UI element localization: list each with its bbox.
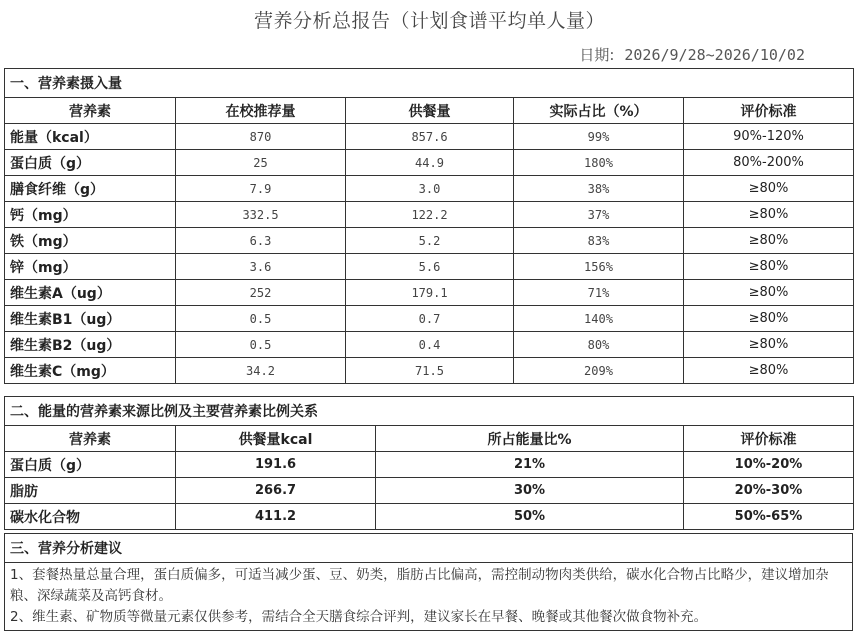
table-cell: ≥80% — [684, 358, 854, 384]
table-cell: 209% — [514, 358, 684, 384]
table-cell: 411.2 — [176, 504, 376, 530]
table-cell: ≥80% — [684, 306, 854, 332]
column-header: 评价标准 — [684, 426, 854, 452]
column-header: 营养素 — [5, 98, 176, 124]
table-row — [5, 332, 854, 358]
table-cell: 6.3 — [176, 228, 346, 254]
table-cell: 80%-200% — [684, 150, 854, 176]
nutrient-name: 维生素C（mg） — [5, 358, 176, 384]
table-cell: 857.6 — [346, 124, 514, 150]
table-row — [5, 150, 854, 176]
column-header: 在校推荐量 — [176, 98, 346, 124]
table-cell: 10%-20% — [684, 452, 854, 478]
section2-heading: 二、能量的营养素来源比例及主要营养素比例关系 — [5, 397, 854, 426]
table-row — [5, 280, 854, 306]
table-cell: 83% — [514, 228, 684, 254]
table-cell: ≥80% — [684, 254, 854, 280]
nutrient-name: 维生素A（ug） — [5, 280, 176, 306]
column-header: 供餐量 — [346, 98, 514, 124]
table-row — [5, 452, 854, 478]
table-cell: ≥80% — [684, 228, 854, 254]
column-header: 供餐量kcal — [176, 426, 376, 452]
table-cell: 71% — [514, 280, 684, 306]
table-cell: 180% — [514, 150, 684, 176]
nutrient-name: 蛋白质（g） — [5, 452, 176, 478]
table-cell: 3.0 — [346, 176, 514, 202]
nutrient-name: 钙（mg） — [5, 202, 176, 228]
table-cell: ≥80% — [684, 280, 854, 306]
nutrient-name: 膳食纤维（g） — [5, 176, 176, 202]
nutrient-name: 锌（mg） — [5, 254, 176, 280]
nutrient-name: 铁（mg） — [5, 228, 176, 254]
table-cell: 20%-30% — [684, 478, 854, 504]
table-cell: 21% — [376, 452, 684, 478]
table-cell: 5.2 — [346, 228, 514, 254]
column-header: 实际占比（%） — [514, 98, 684, 124]
table-cell: 0.5 — [176, 306, 346, 332]
date-value: 2026/9/28~2026/10/02 — [624, 46, 805, 64]
table-cell: ≥80% — [684, 202, 854, 228]
nutrient-name: 能量（kcal） — [5, 124, 176, 150]
table-cell: ≥80% — [684, 176, 854, 202]
section1-header-row — [5, 98, 854, 124]
advice-item: 2、维生素、矿物质等微量元素仅供参考，需结合全天膳食综合评判，建议家长在早餐、晚餐或其他餐次做食物补充。 — [10, 609, 708, 625]
nutrient-name: 蛋白质（g） — [5, 150, 176, 176]
table-cell: 179.1 — [346, 280, 514, 306]
nutrient-name: 维生素B2（ug） — [5, 332, 176, 358]
column-header: 所占能量比% — [376, 426, 684, 452]
table-cell: 140% — [514, 306, 684, 332]
section2-header-row — [5, 426, 854, 452]
table-cell: 90%-120% — [684, 124, 854, 150]
advice-item: 1、套餐热量总量合理，蛋白质偏多，可适当减少蛋、豆、奶类，脂肪占比偏高，需控制动物肉类供给，碳水化合物占比略少，建议增加杂粮、深绿蔬菜及高钙食材。 — [10, 567, 829, 604]
table-cell: 37% — [514, 202, 684, 228]
table-cell: ≥80% — [684, 332, 854, 358]
table-cell: 50% — [376, 504, 684, 530]
table-cell: 0.4 — [346, 332, 514, 358]
table-row — [5, 202, 854, 228]
column-header: 营养素 — [5, 426, 176, 452]
table-cell: 5.6 — [346, 254, 514, 280]
table-cell: 30% — [376, 478, 684, 504]
advice-cell — [5, 563, 853, 631]
advice-table — [4, 533, 853, 631]
table-row — [5, 254, 854, 280]
table-cell: 50%-65% — [684, 504, 854, 530]
table-cell: 332.5 — [176, 202, 346, 228]
table-cell: 99% — [514, 124, 684, 150]
table-cell: 156% — [514, 254, 684, 280]
table-cell: 38% — [514, 176, 684, 202]
table-cell: 80% — [514, 332, 684, 358]
table-cell: 0.7 — [346, 306, 514, 332]
table-cell: 25 — [176, 150, 346, 176]
table-cell: 71.5 — [346, 358, 514, 384]
nutrient-name: 碳水化合物 — [5, 504, 176, 530]
table-row — [5, 504, 854, 530]
table-row — [5, 358, 854, 384]
table-cell: 34.2 — [176, 358, 346, 384]
table-row — [5, 478, 854, 504]
nutrient-name: 维生素B1（ug） — [5, 306, 176, 332]
table-cell: 252 — [176, 280, 346, 306]
nutrient-intake-table — [4, 68, 854, 384]
table-row — [5, 306, 854, 332]
table-cell: 122.2 — [346, 202, 514, 228]
report-title: 营养分析总报告（计划食谱平均单人量） — [253, 10, 605, 32]
table-cell: 44.9 — [346, 150, 514, 176]
date-label: 日期: — [579, 46, 615, 64]
section3-heading: 三、营养分析建议 — [5, 534, 853, 563]
energy-source-table — [4, 396, 854, 530]
table-cell: 191.6 — [176, 452, 376, 478]
table-cell: 266.7 — [176, 478, 376, 504]
table-cell: 0.5 — [176, 332, 346, 358]
column-header: 评价标准 — [684, 98, 854, 124]
section1-heading: 一、营养素摄入量 — [5, 69, 854, 98]
table-cell: 7.9 — [176, 176, 346, 202]
date-range — [579, 44, 805, 65]
nutrient-name: 脂肪 — [5, 478, 176, 504]
table-cell: 3.6 — [176, 254, 346, 280]
table-row — [5, 124, 854, 150]
table-row — [5, 228, 854, 254]
table-row — [5, 176, 854, 202]
table-cell: 870 — [176, 124, 346, 150]
